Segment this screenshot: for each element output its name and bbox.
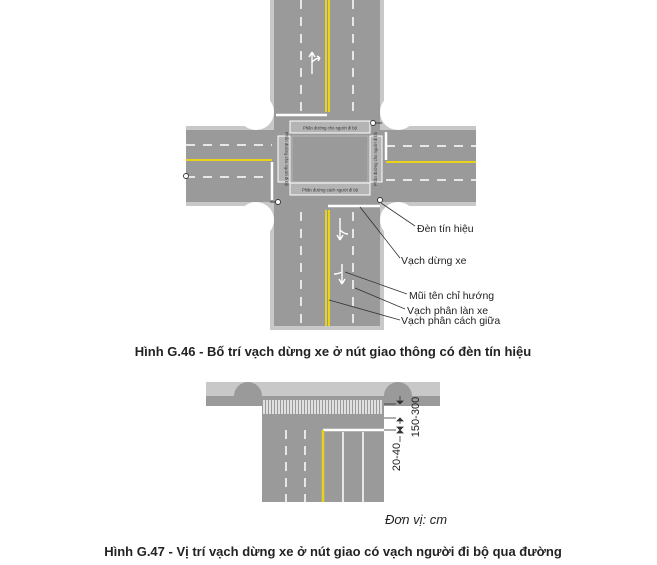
unit-label: Đơn vị: cm [385,512,448,527]
crosswalk-label-west: Phần đường cho người đi bộ [284,132,289,186]
crosswalk-diagram [104,382,562,559]
caption-g47: Hình G.47 - Vị trí vạch dừng xe ở nút giao có vạch người đi bộ qua đường [104,544,562,559]
caption-g46: Hình G.46 - Bố trí vạch dừng xe ở nút giao thông có đèn tín hiệu [134,344,532,359]
label-stop-line: Vạch dừng xe [401,255,467,267]
label-lane-line: Vạch phân làn xe [407,305,489,317]
dim-stop: 20-40 [391,442,403,472]
junction-box [292,136,368,182]
crosswalk-label-south: Phần đường cách người đi bộ [301,187,359,193]
crosswalk-label-north: Phần đường cho người đi bộ [303,125,357,131]
label-signal: Đèn tín hiệu [417,223,474,235]
intersection-diagram [135,0,531,359]
crosswalk-label-east: Phần đường cho người đi bộ [373,132,378,186]
dim-setback: 150-300 [410,396,422,438]
label-center-line: Vạch phân cách giữa [401,315,501,327]
label-arrow: Mũi tên chỉ hướng [409,290,495,302]
